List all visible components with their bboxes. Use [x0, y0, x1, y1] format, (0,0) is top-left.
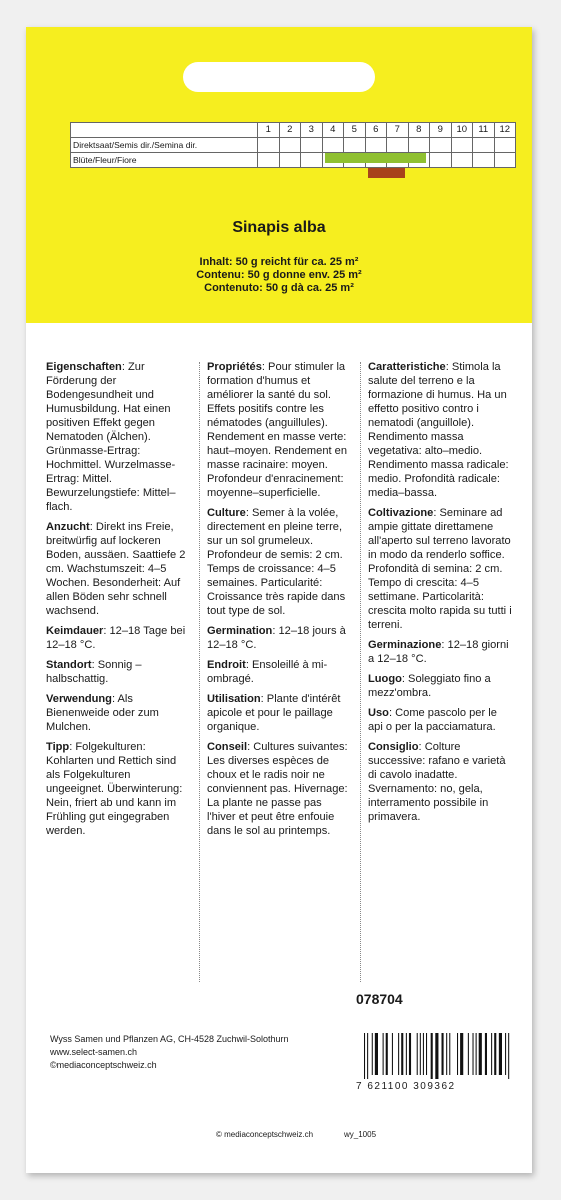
barcode-bar	[485, 1033, 487, 1075]
barcode-number: 7 621100 309362	[356, 1081, 456, 1092]
info-section	[207, 360, 352, 500]
species-title: Sinapis alba	[232, 219, 326, 236]
column-divider	[199, 362, 200, 982]
section-text: : Stimola la salute del terreno e la formazione di humus. Ha un effetto positivo contro i nematodi (anguillole). Rendimento massa vegetativa: alto–medio. Rendimento massa radicale: medio. Profondità radicale: media–bassa.	[368, 361, 509, 499]
info-section	[207, 692, 352, 734]
barcode-bar	[431, 1033, 433, 1079]
section-text: : 12–18 giorni a 12–18 °C.	[368, 639, 509, 665]
section-text: : Colture successive: rafano e varietà di cavolo inadatte. Svernamento: no, gela, interramento possibile in primavera.	[368, 741, 506, 823]
barcode-bar	[442, 1033, 444, 1075]
column-divider	[360, 362, 361, 982]
barcode-bar	[406, 1033, 407, 1075]
info-section	[368, 672, 513, 700]
barcode-bar	[372, 1033, 373, 1075]
hang-hole	[183, 62, 375, 92]
barcode-bar	[386, 1033, 388, 1075]
sowing-period-bar	[325, 153, 427, 163]
section-text: : Semer à la volée, directement en pleine terre, sur un sol grumeleux. Profondeur de semis: 2 cm. Temps de croissance: 4–5 semaines. Particularité: Croissance très rapide dans tout type de sol.	[207, 507, 346, 617]
barcode-bar	[479, 1033, 482, 1075]
barcode-bar	[409, 1033, 411, 1075]
section-heading: Caratteristiche	[368, 361, 446, 373]
barcode-bar	[499, 1033, 502, 1075]
calendar-row-sowing	[71, 138, 516, 153]
section-text: : Plante d'intérêt apicole et pour le paillage organique.	[207, 693, 341, 733]
section-heading: Consiglio	[368, 741, 419, 753]
barcode-bar	[494, 1033, 496, 1075]
barcode-bar	[457, 1033, 458, 1075]
month-cell: 2	[279, 123, 301, 138]
info-section	[46, 740, 191, 838]
barcode-bar	[401, 1033, 403, 1075]
section-heading: Anzucht	[46, 521, 90, 533]
section-text: : Seminare ad ampie gittate direttamene all'aperto sul terreno lavorato in modo da renderlo soffice. Profondità di semina: 2 cm. Tempo di crescita: 4–5 settimane. Particolarità: crescita molto rapida su tutti i terreni.	[368, 507, 512, 631]
section-heading: Luogo	[368, 673, 402, 685]
info-section	[207, 658, 352, 686]
company-address: Wyss Samen und Pflanzen AG, CH-4528 Zuchwil-Solothurn www.select-samen.ch ©mediaconceptschweiz.ch	[50, 1034, 289, 1070]
section-text: : Come pascolo per le api o per la pacciamatura.	[368, 707, 497, 733]
section-text: : Direkt ins Freie, breitwürfig auf lockeren Boden, aussäen. Saattiefe 2 cm. Wachstumszeit: 4–5 Wochen. Besonderheit: Auf allen Böden sehr schnell wachsend.	[46, 521, 186, 617]
barcode-bar	[476, 1033, 477, 1075]
month-cell: 6	[365, 123, 387, 138]
month-cell: 9	[430, 123, 452, 138]
text-column-italian	[368, 360, 513, 830]
barcode-bar	[508, 1033, 509, 1079]
month-cell: 12	[494, 123, 516, 138]
section-heading: Culture	[207, 507, 246, 519]
section-heading: Verwendung	[46, 693, 112, 705]
month-cell: 7	[387, 123, 409, 138]
content-line-fr: Contenu: 50 g donne env. 25 m²	[196, 269, 362, 281]
header-panel	[26, 27, 532, 323]
barcode-bar	[473, 1033, 474, 1075]
section-heading: Endroit	[207, 659, 246, 671]
barcode-bar	[491, 1033, 492, 1075]
section-text: : Pour stimuler la formation d'humus et améliorer la santé du sol. Effets positifs contre les nématodes (anguillules). Rendement en masse verte: haut–moyen. Rendement en masse racinaire: moyen. Profondeur d'enracinement: moyenne–superficielle.	[207, 361, 347, 499]
section-heading: Keimdauer	[46, 625, 104, 637]
month-cell: 4	[322, 123, 344, 138]
barcode-bar	[367, 1033, 368, 1079]
section-text: : Folgekulturen: Kohlarten und Rettich sind als Folgekulturen ungeeignet. Überwinterung: Nein, friert ab und kann im Frühling gut eingegraben werden.	[46, 741, 183, 837]
month-cell: 11	[473, 123, 495, 138]
barcode-bar	[435, 1033, 438, 1079]
info-section	[46, 360, 191, 514]
info-section	[46, 520, 191, 618]
section-text: : Soleggiato fino a mezz'ombra.	[368, 673, 491, 699]
barcode-bar	[420, 1033, 421, 1075]
text-column-german	[46, 360, 191, 844]
calendar-month-row	[71, 123, 516, 138]
barcode-bar	[375, 1033, 378, 1075]
section-heading: Uso	[368, 707, 389, 719]
month-cell: 1	[258, 123, 280, 138]
section-heading: Propriétés	[207, 361, 262, 373]
info-section	[207, 624, 352, 652]
ean-barcode	[362, 1033, 510, 1079]
info-section	[207, 740, 352, 838]
barcode-bar	[460, 1033, 463, 1075]
info-section	[368, 506, 513, 632]
month-cell: 3	[301, 123, 323, 138]
barcode-bar	[505, 1033, 506, 1075]
barcode-bar	[364, 1033, 365, 1079]
info-section	[46, 658, 191, 686]
content-line-de: Inhalt: 50 g reicht für ca. 25 m²	[199, 256, 359, 268]
section-heading: Conseil	[207, 741, 248, 753]
section-text: : Sonnig – halbschattig.	[46, 659, 142, 685]
row-label-flowering: Blüte/Fleur/Fiore	[71, 153, 258, 168]
seed-packet-back	[26, 27, 532, 1173]
section-text: : Als Bienenweide oder zum Mulchen.	[46, 693, 159, 733]
text-column-french	[207, 360, 352, 844]
section-text: : Ensoleillé à mi-ombragé.	[207, 659, 328, 685]
sowing-calendar	[70, 122, 516, 168]
barcode-bar	[383, 1033, 384, 1075]
section-heading: Standort	[46, 659, 92, 671]
info-section	[368, 638, 513, 666]
info-section	[368, 360, 513, 500]
barcode-bar	[392, 1033, 393, 1075]
section-heading: Tipp	[46, 741, 70, 753]
footer-copyright: © mediaconceptschweiz.ch	[216, 1130, 314, 1139]
info-section	[368, 706, 513, 734]
section-text: : 12–18 Tage bei 12–18 °C.	[46, 625, 186, 651]
month-cell: 8	[408, 123, 430, 138]
info-section	[207, 506, 352, 618]
section-text: : Zur Förderung der Bodengesundheit und Humusbildung. Hat einen positiven Effekt gegen Nematoden (Älchen). Grünmasse-Ertrag: Hochmittel. Wurzelmasse-Ertrag: Mittel. Bewurzelungstiefe: Mittel–flach.	[46, 361, 176, 513]
footer-code: wy_1005	[344, 1130, 377, 1139]
section-text: : Cultures suivantes: Les diverses espèces de choux et le radis noir ne conviennent pas. Hivernage: La plante ne passe pas l'hiver et peut être enfouie dans le sol au printemps.	[207, 741, 348, 837]
section-heading: Germination	[207, 625, 273, 637]
barcode-bar	[423, 1033, 424, 1075]
month-cell: 10	[451, 123, 473, 138]
barcode-bar	[426, 1033, 427, 1075]
row-label-sowing: Direktsaat/Semis dir./Semina dir.	[71, 138, 258, 153]
article-number: 078704	[356, 991, 403, 1007]
barcode-bar	[398, 1033, 399, 1075]
content-line-it: Contenuto: 50 g dà ca. 25 m²	[204, 282, 354, 294]
section-heading: Coltivazione	[368, 507, 434, 519]
section-heading: Eigenschaften	[46, 361, 122, 373]
barcode-bar	[449, 1033, 450, 1075]
barcode-bar	[468, 1033, 469, 1075]
section-heading: Utilisation	[207, 693, 261, 705]
section-text: : 12–18 jours à 12–18 °C.	[207, 625, 346, 651]
info-section	[46, 692, 191, 734]
info-section	[368, 740, 513, 824]
info-section	[46, 624, 191, 652]
barcode-bar	[446, 1033, 447, 1075]
calendar-row-flowering	[71, 153, 516, 168]
barcode-bar	[417, 1033, 418, 1075]
flowering-period-bar	[368, 168, 405, 178]
section-heading: Germinazione	[368, 639, 442, 651]
month-cell: 5	[344, 123, 366, 138]
